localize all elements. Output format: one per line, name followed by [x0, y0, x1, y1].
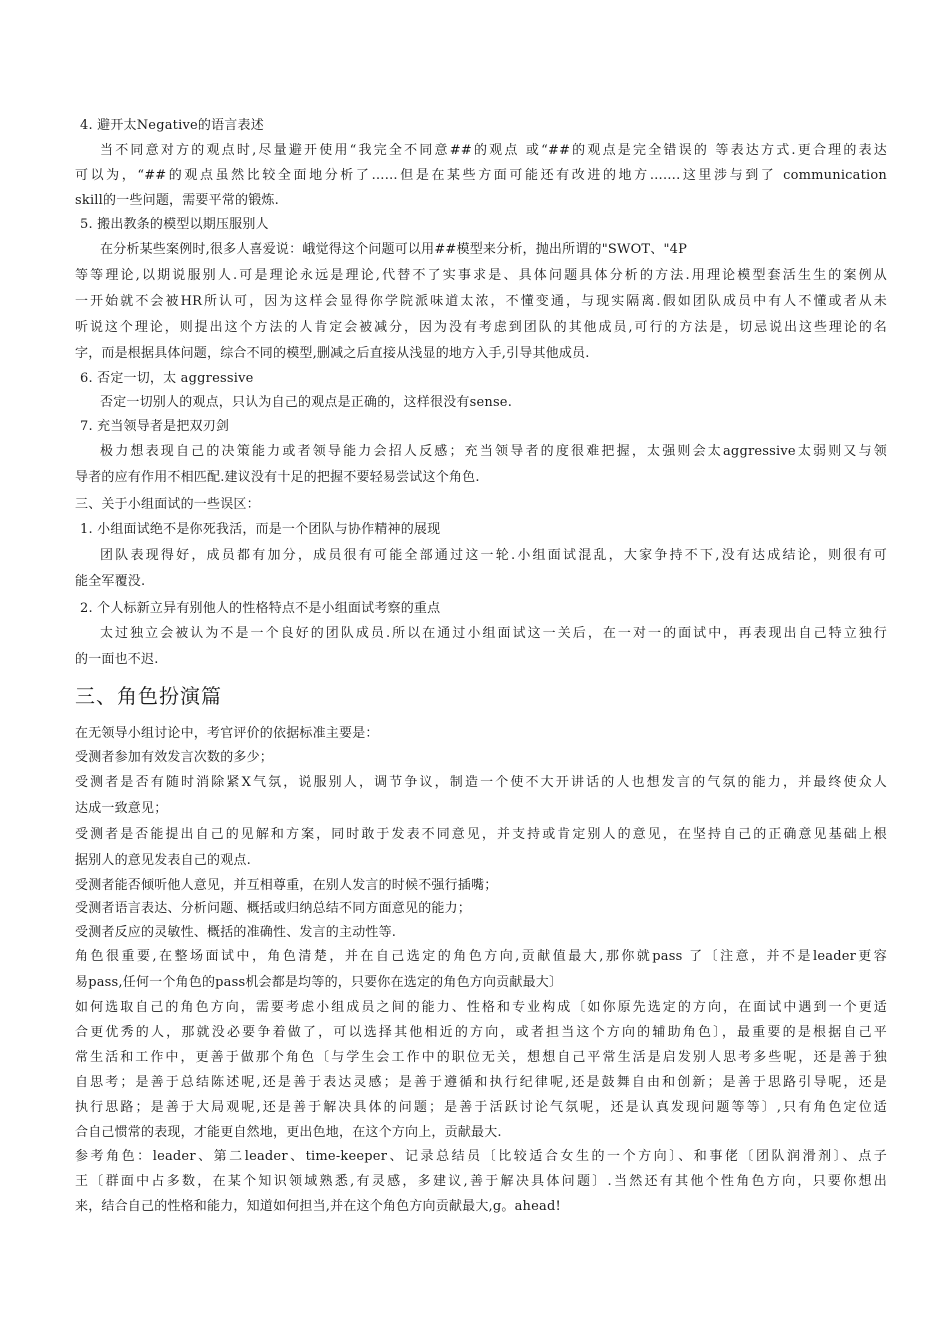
- paragraph-line: 否定一切别人的观点，只认为自己的观点是正确的，这样很没有sense.: [100, 395, 513, 410]
- paragraph-line: 受测者是否能提出自己的见解和方案，同时敢于发表不同意见，并支持或肯定别人的意见，在坚持自己的正确意见基础上根: [75, 827, 887, 842]
- paragraph-line: 极力想表现自己的决策能力或者领导能力会招人反感；充当领导者的度很难把握，太强则会太aggressive太弱则又与领: [100, 444, 887, 459]
- paragraph-line: 受测者是否有随时消除紧X气氛，说服别人，调节争议，制造一个使不大开讲话的人也想发言的气氛的能力，并最终使众人: [75, 775, 887, 790]
- paragraph-line: 角色很重要,在整场面试中，角色清楚，并在自己选定的角色方向,贡献值最大,那你就pass 了〔注意，并不是leader更容: [75, 949, 887, 964]
- list-item-heading: 5. 搬出教条的模型以期压服别人: [80, 217, 269, 232]
- paragraph-line: 合更优秀的人，那就没必要争着做了，可以选择其他相近的方向，或者担当这个方向的辅助角色〕，最重要的是根据自己平: [75, 1025, 887, 1040]
- paragraph-line: 导者的应有作用不相匹配.建议没有十足的把握不要轻易尝试这个角色.: [75, 470, 480, 485]
- paragraph-line: 执行思路；是善于大局观呢,还是善于解决具体的问题；是善于活跃讨论气氛呢，还是认真发现问题等等〕,只有角色定位适: [75, 1100, 887, 1115]
- paragraph-line: 能全军覆没.: [75, 574, 146, 589]
- section-heading: 三、角色扮演篇: [75, 684, 222, 708]
- paragraph-line: 据别人的意见发表自己的观点.: [75, 853, 251, 868]
- list-item-heading: 6. 否定一切，太 aggressive: [80, 371, 254, 386]
- paragraph-line: 当不同意对方的观点时,尽量避开使用“我完全不同意##的观点 或“##的观点是完全错误的 等表达方式.更合理的表达: [100, 143, 887, 158]
- paragraph-line: 常生活和工作中，更善于做那个角色〔与学生会工作中的职位无关，想想自己平常生活是启发别人思考多些呢，还是善于独: [75, 1050, 887, 1065]
- list-item-heading: 4. 避开太Negative的语言表述: [80, 118, 264, 133]
- paragraph-line: 在分析某些案例时,很多人喜爱说：峨觉得这个问题可以用##模型来分析，抛出所谓的"SWOT、"4P: [100, 242, 688, 257]
- paragraph-line: 受测者语言表达、分析问题、概括或归纳总结不同方面意见的能力；: [75, 901, 472, 916]
- paragraph-line: 来，结合自己的性格和能力，知道如何担当,并在这个角色方向贡献最大,g。ahead!: [75, 1199, 561, 1214]
- paragraph-line: 自思考；是善于总结陈述呢,还是善于表达灵感；是善于遵循和执行纪律呢,还是鼓舞自由和创新；是善于思路引导呢，还是: [75, 1075, 887, 1090]
- paragraph-line: 字，而是根据具体问题，综合不同的模型,删减之后直接从浅显的地方入手,引导其他成员.: [75, 346, 590, 361]
- paragraph-line: 一开始就不会被HR所认可，因为这样会显得你学院派味道太浓，不懂变通，与现实隔离.假如团队成员中有人不懂或者从未: [75, 294, 887, 309]
- paragraph-line: 受测者能否倾听他人意见，并互相尊重，在别人发言的时候不强行插嘴；: [75, 878, 498, 893]
- section-subheading: 三、关于小组面试的一些误区：: [75, 497, 260, 512]
- paragraph-line: 太过独立会被认为不是一个良好的团队成员.所以在通过小组面试这一关后，在一对一的面试中，再表现出自己特立独行: [100, 626, 887, 641]
- paragraph-line: 在无领导小组讨论中，考官评价的依据标准主要是：: [75, 726, 379, 741]
- list-item-heading: 2. 个人标新立异有别他人的性格特点不是小组面试考察的重点: [80, 601, 441, 616]
- paragraph-line: 易pass,任何一个角色的pass机会都是均等的，只要你在选定的角色方向贡献最大〕: [75, 975, 563, 990]
- paragraph-line: 达成一致意见；: [75, 801, 168, 816]
- paragraph-line: 如何选取自己的角色方向，需要考虑小组成员之间的能力、性格和专业构成〔如你原先选定的方向，在面试中遇到一个更适: [75, 1000, 887, 1015]
- paragraph-line: 听说这个理论，则提出这个方法的人肯定会被减分，因为没有考虑到团队的其他成员,可行的方法是，切忌说出这些理论的名: [75, 320, 887, 335]
- paragraph-line: 等等理论,以期说服别人.可是理论永远是理论,代替不了实事求是、具体问题具体分析的方法.用理论模型套活生生的案例从: [75, 268, 887, 283]
- paragraph-line: 团队表现得好，成员都有加分，成员很有可能全部通过这一轮.小组面试混乱，大家争持不下,没有达成结论，则很有可: [100, 548, 887, 563]
- paragraph-line: 的一面也不迟.: [75, 652, 159, 667]
- paragraph-line: skill的一些问题，需要平常的锻炼.: [75, 193, 279, 208]
- paragraph-line: 受测者参加有效发言次数的多少；: [75, 750, 274, 765]
- list-item-heading: 1. 小组面试绝不是你死我活，而是一个团队与协作精神的展现: [80, 522, 441, 537]
- paragraph-line: 受测者反应的灵敏性、概括的准确性、发言的主动性等.: [75, 925, 397, 940]
- paragraph-line: 可以为，“##的观点虽然比较全面地分析了……但是在某些方面可能还有改进的地方…….这里涉与到了 communication: [75, 168, 887, 183]
- list-item-heading: 7. 充当领导者是把双刃剑: [80, 419, 230, 434]
- paragraph-line: 合自己惯常的表现，才能更自然地，更出色地，在这个方向上，贡献最大.: [75, 1125, 502, 1140]
- paragraph-line: 王〔群面中占多数，在某个知识领域熟悉,有灵感，多建议,善于解决具体问题〕.当然还有其他个性角色方向，只要你想出: [75, 1174, 887, 1189]
- paragraph-line: 参考角色：leader、第二leader、time-keeper、记录总结员〔比较适合女生的一个方向〕、和事佬〔团队润滑剂〕、点子: [75, 1149, 887, 1164]
